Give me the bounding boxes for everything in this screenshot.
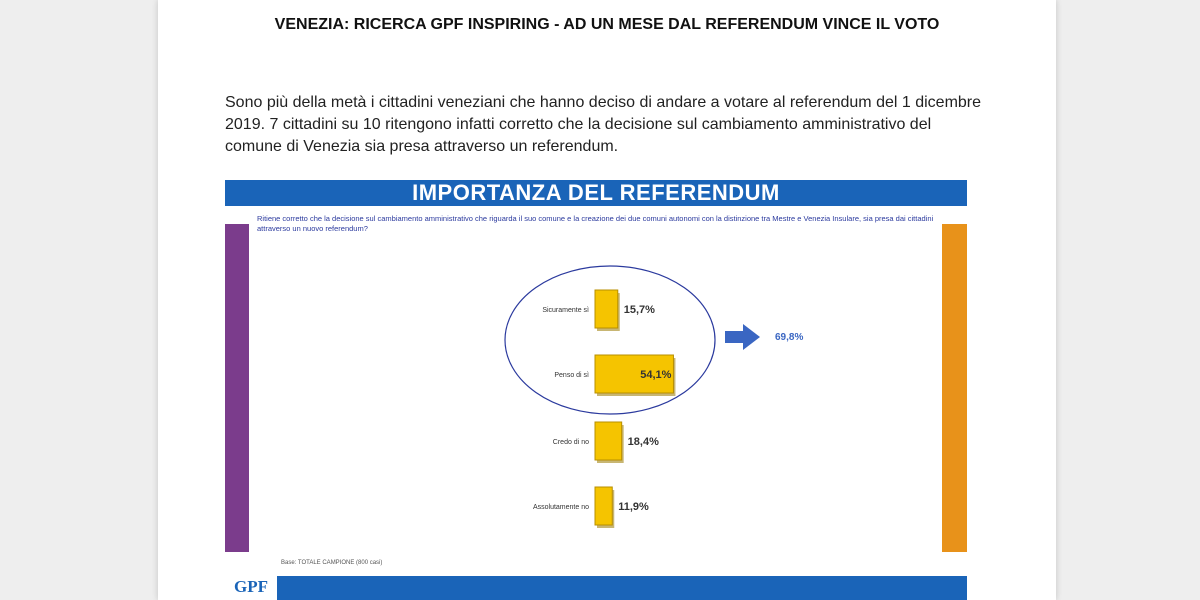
total-yes-annotation: 69,8% xyxy=(775,332,804,343)
right-arrow-icon xyxy=(725,324,760,350)
chart-slide xyxy=(225,180,967,600)
category-label-penso-di-si: Penso di sì xyxy=(554,372,589,379)
slide-footer xyxy=(225,576,967,600)
survey-question: Ritiene corretto che la decisione sul cambiamento amministrativo che riguarda il suo comune e la creazione dei due comuni autonomi con la distinzione tra Mestre e Venezia Insulare, sia presa dai cittadini attraverso un nuovo referendum? xyxy=(257,214,934,233)
page-title: VENEZIA: RICERCA GPF INSPIRING - AD UN MESE DAL REFERENDUM VINCE IL VOTO xyxy=(274,16,940,33)
value-label-assolutamente-no: 11,9% xyxy=(618,501,649,513)
value-label-penso-di-si: 54,1% xyxy=(640,369,672,381)
value-label-credo-di-no: 18,4% xyxy=(627,436,659,448)
category-label-credo-di-no: Credo di no xyxy=(552,439,589,446)
bar-sicuramente-si xyxy=(595,290,618,328)
bar-assolutamente-no xyxy=(595,487,612,525)
category-label-sicuramente-si: Sicuramente sì xyxy=(542,307,589,314)
bar-chart xyxy=(225,180,967,600)
bar-credo-di-no xyxy=(595,422,622,460)
document-page xyxy=(158,0,1056,600)
category-label-assolutamente-no: Assolutamente no xyxy=(532,504,589,511)
intro-paragraph: Sono più della metà i cittadini veneziani che hanno deciso di andare a votare al referendum del 1 dicembre 2019. 7 cittadini su 10 ritengono infatti corretto che la decisione sul cambiamento amministrativo del comune di Venezia sia presa attraverso un referendum. xyxy=(225,94,982,155)
slide-banner: IMPORTANZA DEL REFERENDUM xyxy=(225,180,967,206)
gpf-logo: GPF xyxy=(225,576,277,600)
value-label-sicuramente-si: 15,7% xyxy=(623,304,655,316)
sample-base-note: Base: TOTALE CAMPIONE (800 casi) xyxy=(281,560,383,566)
